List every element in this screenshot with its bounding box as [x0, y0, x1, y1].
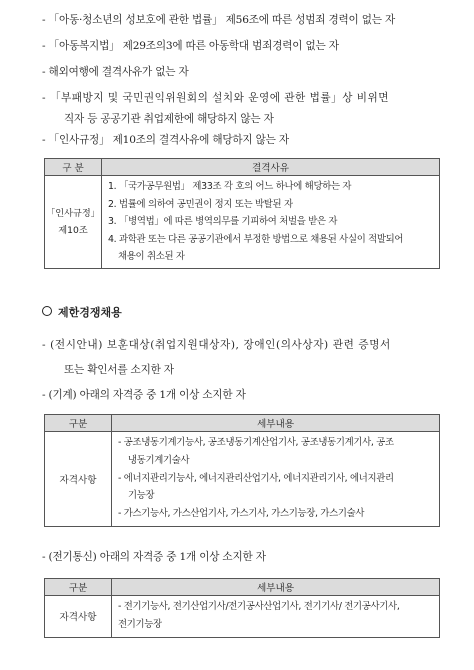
reason-item-4: 4. 과학관 또는 다른 공공기관에서 부정한 방법으로 채용된 사실이 적발되어 [108, 233, 404, 245]
disqualification-table [44, 158, 440, 269]
table-header-row [45, 579, 440, 596]
detail-item-1-cont: 전기기능장 [118, 618, 162, 630]
detail-cell [112, 432, 440, 527]
category-cell: 자격사항 [45, 432, 112, 527]
reason-item-4-cont: 채용이 취소된 자 [118, 251, 185, 263]
detail-item-1-cont: 냉동기계기술사 [128, 454, 190, 466]
electric-qualification-table [44, 578, 440, 638]
table-header-category: 구분 [45, 579, 112, 596]
detail-cell [112, 596, 440, 638]
intro-line-6: - 「인사규정」 제10조의 결격사유에 해당하지 않는 자 [42, 134, 289, 146]
telecom-line: - (전기통신) 아래의 자격증 중 1개 이상 소지한 자 [42, 551, 266, 563]
section-line-3: - (기계) 아래의 자격증 중 1개 이상 소지한 자 [42, 389, 246, 401]
category-line-1: 「인사규정」 [46, 207, 100, 219]
table-row [45, 176, 440, 269]
table-row [45, 432, 440, 527]
table-header-detail: 세부내용 [112, 579, 440, 596]
table-header-category: 구분 [45, 415, 112, 432]
table-header-row [45, 159, 440, 176]
section-heading [42, 304, 122, 320]
category-line-2: 제10조 [58, 224, 88, 236]
mechanical-qualification-table [44, 414, 440, 527]
section-line-1: - (전시안내) 보훈대상(취업지원대상자), 장애인(의사상자) 관련 증명서 [42, 339, 391, 351]
intro-line-1: - 「아동·청소년의 성보호에 관한 법률」 제56조에 따른 성범죄 경력이 없는 자 [42, 14, 396, 26]
table-header-category: 구 분 [45, 159, 102, 176]
table-header-reason: 결격사유 [102, 159, 440, 176]
intro-line-4: - 「부패방지 및 국민권익위원회의 설치와 운영에 관한 법률」상 비위면 [42, 92, 390, 104]
category-cell: 자격사항 [45, 596, 112, 638]
reason-item-1: 1. 「국가공무원법」 제33조 각 호의 어느 하나에 해당하는 자 [108, 181, 352, 192]
reason-item-3: 3. 「병역법」에 따른 병역의무를 기피하여 처벌을 받은 자 [108, 216, 338, 228]
section-line-2: 또는 확인서를 소지한 자 [64, 364, 174, 376]
table-header-detail: 세부내용 [112, 415, 440, 432]
detail-item-2-cont: 기능장 [128, 490, 155, 502]
detail-item-3: - 가스기능사, 가스산업기사, 가스기사, 가스기능장, 가스기술사 [118, 508, 365, 520]
intro-line-3: - 해외여행에 결격사유가 없는 자 [42, 66, 189, 78]
intro-line-5: 직자 등 공공기관 취업제한에 해당하지 않는 자 [64, 113, 274, 125]
detail-item-1: - 전기기능사, 전기산업기사/전기공사산업기사, 전기기사/ 전기공사기사, [118, 601, 400, 612]
section-title: 제한경쟁채용 [58, 306, 122, 319]
reason-cell [102, 176, 440, 269]
detail-item-2: - 에너지관리기능사, 에너지관리산업기사, 에너지관리기사, 에너지관리 [118, 472, 394, 484]
detail-item-1: - 공조냉동기계기능사, 공조냉동기계산업기사, 공조냉동기계기사, 공조 [118, 437, 394, 448]
circle-bullet-icon [42, 306, 52, 316]
category-cell [45, 176, 102, 269]
table-header-row [45, 415, 440, 432]
intro-line-2: - 「아동복지법」 제29조의3에 따른 아동학대 범죄경력이 없는 자 [42, 40, 339, 52]
table-row [45, 596, 440, 638]
reason-item-2: 2. 법률에 의하여 공민권이 정지 또는 박탈된 자 [108, 198, 293, 210]
